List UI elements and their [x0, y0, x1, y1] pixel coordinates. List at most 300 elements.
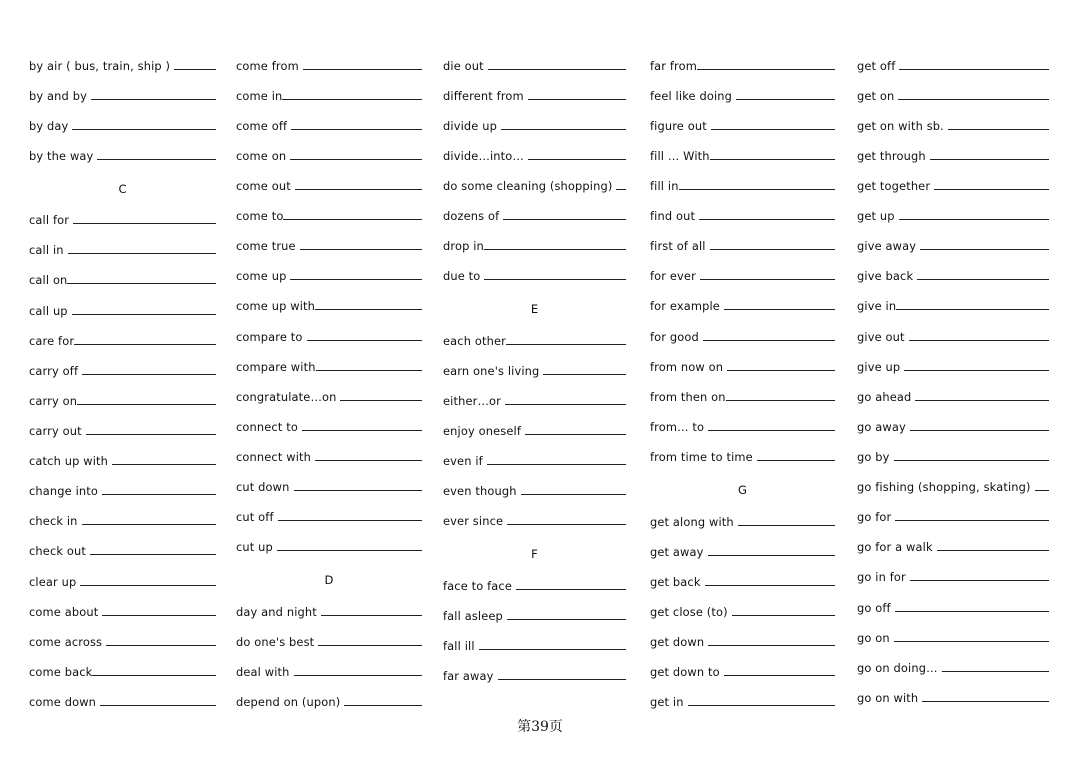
phrase-entry — [236, 209, 422, 223]
phrase-text: face to face — [443, 579, 512, 593]
phrase-text: go by — [857, 450, 890, 464]
phrase-text: for ever — [650, 269, 696, 283]
phrase-entry — [29, 394, 216, 408]
phrase-entry — [650, 239, 835, 253]
phrase-entry — [443, 59, 626, 73]
phrase-entry — [29, 334, 216, 348]
answer-blank-line — [91, 98, 216, 100]
phrase-text: divide…into… — [443, 149, 524, 163]
phrase-entry — [443, 484, 626, 498]
phrase-entry — [857, 661, 1049, 675]
phrase-text: enjoy oneself — [443, 424, 521, 438]
answer-blank-line — [174, 68, 216, 70]
phrase-entry — [650, 209, 835, 223]
phrase-text: depend on (upon) — [236, 695, 341, 709]
answer-blank-line — [724, 308, 835, 310]
phrase-entry — [236, 665, 422, 679]
phrase-entry — [29, 635, 216, 649]
phrase-entry — [650, 299, 835, 313]
phrase-entry — [236, 330, 422, 344]
phrase-entry — [857, 89, 1049, 103]
phrase-text: go for — [857, 510, 892, 524]
phrase-text: come in — [236, 89, 283, 103]
phrase-text: come back — [29, 665, 93, 679]
phrase-text: get in — [650, 695, 684, 709]
phrase-entry — [443, 609, 626, 623]
answer-blank-line — [307, 339, 422, 341]
answer-blank-line — [501, 128, 626, 130]
phrase-text: come across — [29, 635, 103, 649]
phrase-text: from now on — [650, 360, 724, 374]
phrase-text: come off — [236, 119, 288, 133]
page-number: 第39页 — [517, 719, 563, 735]
phrase-text: give out — [857, 330, 905, 344]
phrase-entry — [236, 269, 422, 283]
phrase-entry — [236, 179, 422, 193]
answer-blank-line — [697, 68, 835, 70]
phrase-text: deal with — [236, 665, 290, 679]
phrase-text: carry out — [29, 424, 82, 438]
phrase-text: give up — [857, 360, 901, 374]
phrase-entry — [236, 119, 422, 133]
answer-blank-line — [521, 493, 626, 495]
phrase-text: either…or — [443, 394, 501, 408]
phrase-text: cut off — [236, 510, 274, 524]
phrase-text: call on — [29, 273, 68, 287]
answer-blank-line — [894, 459, 1049, 461]
phrase-text: for example — [650, 299, 720, 313]
phrase-text: give back — [857, 269, 914, 283]
phrase-text: give away — [857, 239, 917, 253]
answer-blank-line — [710, 248, 835, 250]
phrase-text: go on with — [857, 691, 919, 705]
phrase-text: come up with — [236, 299, 315, 313]
phrase-text: go off — [857, 601, 891, 615]
phrase-entry — [857, 239, 1049, 253]
phrase-text: from time to time — [650, 450, 753, 464]
answer-blank-line — [922, 700, 1049, 702]
phrase-text: fill … With — [650, 149, 710, 163]
phrase-entry — [650, 179, 835, 193]
phrase-entry — [857, 450, 1049, 464]
phrase-text: get down — [650, 635, 705, 649]
phrase-text: call up — [29, 304, 68, 318]
phrase-entry — [650, 420, 835, 434]
phrase-entry — [29, 243, 216, 257]
answer-blank-line — [732, 614, 835, 616]
phrase-entry — [236, 695, 422, 709]
phrase-text: get along with — [650, 515, 734, 529]
phrase-entry — [857, 179, 1049, 193]
phrase-text: by air ( bus, train, ship ) — [29, 59, 171, 73]
phrase-text: go for a walk — [857, 540, 933, 554]
phrase-text: come out — [236, 179, 291, 193]
phrase-entry — [857, 420, 1049, 434]
phrase-text: fall asleep — [443, 609, 503, 623]
phrase-entry — [236, 390, 422, 404]
phrase-text: feel like doing — [650, 89, 733, 103]
phrase-entry — [650, 605, 835, 619]
answer-blank-line — [910, 579, 1049, 581]
answer-blank-line — [894, 640, 1049, 642]
phrase-text: get back — [650, 575, 701, 589]
phrase-entry — [29, 273, 216, 287]
phrase-entry — [650, 59, 835, 73]
answer-blank-line — [948, 128, 1049, 130]
phrase-entry — [650, 635, 835, 649]
answer-blank-line — [934, 188, 1049, 190]
phrase-entry — [236, 420, 422, 434]
answer-blank-line — [895, 610, 1049, 612]
answer-blank-line — [290, 158, 422, 160]
phrase-text: clear up — [29, 575, 77, 589]
answer-blank-line — [736, 98, 835, 100]
answer-blank-line — [487, 463, 626, 465]
answer-blank-line — [516, 588, 626, 590]
answer-blank-line — [909, 339, 1049, 341]
answer-blank-line — [904, 369, 1049, 371]
phrase-entry — [29, 605, 216, 619]
phrase-text: come about — [29, 605, 99, 619]
phrase-entry — [236, 239, 422, 253]
answer-blank-line — [82, 523, 216, 525]
answer-blank-line — [488, 68, 626, 70]
phrase-text: go ahead — [857, 390, 912, 404]
answer-blank-line — [708, 554, 835, 556]
answer-blank-line — [543, 373, 626, 375]
answer-blank-line — [344, 704, 422, 706]
phrase-text: each other — [443, 334, 506, 348]
answer-blank-line — [106, 644, 216, 646]
answer-blank-line — [507, 618, 626, 620]
phrase-text: give in — [857, 299, 897, 313]
phrase-entry — [29, 424, 216, 438]
answer-blank-line — [86, 433, 216, 435]
answer-blank-line — [302, 429, 422, 431]
phrase-text: come down — [29, 695, 97, 709]
phrase-text: divide up — [443, 119, 497, 133]
phrase-text: get off — [857, 59, 896, 73]
phrase-text: catch up with — [29, 454, 108, 468]
phrase-text: go in for — [857, 570, 906, 584]
phrase-text: check out — [29, 544, 86, 558]
phrase-entry — [443, 89, 626, 103]
answer-blank-line — [506, 343, 626, 345]
phrase-entry — [443, 364, 626, 378]
phrase-text: first of all — [650, 239, 706, 253]
phrase-text: connect with — [236, 450, 311, 464]
phrase-entry — [857, 510, 1049, 524]
phrase-entry — [236, 360, 422, 374]
phrase-text: get together — [857, 179, 931, 193]
phrase-text: get on — [857, 89, 895, 103]
answer-blank-line — [102, 493, 216, 495]
phrase-text: dozens of — [443, 209, 500, 223]
phrase-text: go on doing… — [857, 661, 938, 675]
answer-blank-line — [92, 674, 216, 676]
phrase-entry — [650, 330, 835, 344]
answer-blank-line — [942, 670, 1049, 672]
answer-blank-line — [528, 98, 626, 100]
phrase-entry — [857, 149, 1049, 163]
answer-blank-line — [295, 188, 422, 190]
answer-blank-line — [484, 278, 626, 280]
phrase-entry — [857, 390, 1049, 404]
answer-blank-line — [895, 519, 1049, 521]
phrase-text: different from — [443, 89, 524, 103]
phrase-text: go on — [857, 631, 890, 645]
answer-blank-line — [917, 278, 1049, 280]
phrase-entry — [29, 59, 216, 73]
phrase-text: come true — [236, 239, 296, 253]
phrase-entry — [650, 515, 835, 529]
answer-blank-line — [724, 674, 835, 676]
answer-blank-line — [708, 644, 835, 646]
answer-blank-line — [899, 68, 1049, 70]
answer-blank-line — [294, 674, 422, 676]
phrase-text: by day — [29, 119, 69, 133]
phrase-text: get away — [650, 545, 704, 559]
phrase-text: figure out — [650, 119, 707, 133]
phrase-text: come up — [236, 269, 287, 283]
phrase-entry — [443, 454, 626, 468]
phrase-entry — [650, 269, 835, 283]
phrase-entry — [29, 665, 216, 679]
phrase-entry — [236, 299, 422, 313]
phrase-entry — [236, 480, 422, 494]
answer-blank-line — [82, 373, 216, 375]
answer-blank-line — [318, 644, 422, 646]
phrase-entry — [857, 330, 1049, 344]
phrase-text: get up — [857, 209, 895, 223]
phrase-text: earn one's living — [443, 364, 540, 378]
answer-blank-line — [321, 614, 422, 616]
answer-blank-line — [896, 308, 1049, 310]
answer-blank-line — [679, 188, 835, 190]
answer-blank-line — [90, 553, 216, 555]
phrase-text: from then on — [650, 390, 726, 404]
phrase-entry — [650, 450, 835, 464]
answer-blank-line — [528, 158, 626, 160]
answer-blank-line — [708, 429, 835, 431]
answer-blank-line — [710, 158, 835, 160]
phrase-text: cut up — [236, 540, 273, 554]
answer-blank-line — [102, 614, 216, 616]
phrase-entry — [236, 635, 422, 649]
phrase-text: go away — [857, 420, 906, 434]
phrase-text: call for — [29, 213, 70, 227]
phrase-entry — [857, 299, 1049, 313]
phrase-entry — [443, 209, 626, 223]
phrase-entry — [443, 239, 626, 253]
phrase-entry — [650, 665, 835, 679]
phrase-entry — [29, 364, 216, 378]
phrase-text: call in — [29, 243, 64, 257]
phrase-entry — [236, 149, 422, 163]
answer-blank-line — [505, 403, 626, 405]
answer-blank-line — [80, 584, 216, 586]
answer-blank-line — [915, 399, 1049, 401]
phrase-text: do some cleaning (shopping) — [443, 179, 613, 193]
answer-blank-line — [899, 218, 1049, 220]
answer-blank-line — [920, 248, 1049, 250]
phrase-entry — [650, 89, 835, 103]
phrase-entry — [443, 149, 626, 163]
answer-blank-line — [1035, 489, 1049, 491]
phrase-entry — [236, 89, 422, 103]
answer-blank-line — [67, 282, 216, 284]
phrase-entry — [857, 570, 1049, 584]
phrase-entry — [650, 119, 835, 133]
answer-blank-line — [507, 523, 626, 525]
answer-blank-line — [100, 704, 216, 706]
answer-blank-line — [898, 98, 1049, 100]
phrase-entry — [857, 209, 1049, 223]
answer-blank-line — [703, 339, 835, 341]
phrase-entry — [857, 119, 1049, 133]
answer-blank-line — [315, 459, 422, 461]
phrase-entry — [443, 579, 626, 593]
answer-blank-line — [340, 399, 422, 401]
phrase-entry — [29, 484, 216, 498]
answer-blank-line — [68, 252, 216, 254]
phrase-entry — [29, 119, 216, 133]
answer-blank-line — [727, 369, 835, 371]
phrase-text: change into — [29, 484, 99, 498]
phrase-text: from… to — [650, 420, 705, 434]
answer-blank-line — [277, 549, 422, 551]
section-letter-heading: C — [118, 182, 127, 196]
phrase-entry — [857, 59, 1049, 73]
phrase-entry — [443, 179, 626, 193]
phrase-entry — [650, 390, 835, 404]
phrase-text: far away — [443, 669, 494, 683]
answer-blank-line — [479, 648, 626, 650]
phrase-entry — [443, 119, 626, 133]
phrase-entry — [29, 304, 216, 318]
answer-blank-line — [503, 218, 626, 220]
phrase-entry — [857, 480, 1049, 494]
answer-blank-line — [291, 128, 422, 130]
phrase-entry — [857, 360, 1049, 374]
phrase-text: drop in — [443, 239, 484, 253]
phrase-text: congratulate…on — [236, 390, 337, 404]
phrase-entry — [443, 639, 626, 653]
phrase-entry — [443, 269, 626, 283]
phrase-entry — [29, 544, 216, 558]
answer-blank-line — [705, 584, 835, 586]
phrase-text: due to — [443, 269, 481, 283]
answer-blank-line — [74, 343, 216, 345]
answer-blank-line — [699, 218, 835, 220]
phrase-entry — [29, 575, 216, 589]
phrase-entry — [857, 691, 1049, 705]
answer-blank-line — [616, 188, 626, 190]
section-letter-heading: D — [324, 573, 334, 587]
answer-blank-line — [300, 248, 422, 250]
answer-blank-line — [72, 313, 216, 315]
answer-blank-line — [73, 222, 216, 224]
answer-blank-line — [484, 248, 626, 250]
phrase-entry — [29, 89, 216, 103]
phrase-entry — [236, 605, 422, 619]
phrase-text: even if — [443, 454, 483, 468]
answer-blank-line — [930, 158, 1049, 160]
section-letter-heading: G — [738, 483, 747, 497]
phrase-entry — [857, 269, 1049, 283]
phrase-entry — [443, 394, 626, 408]
phrase-entry — [650, 545, 835, 559]
phrase-entry — [236, 59, 422, 73]
answer-blank-line — [283, 218, 422, 220]
phrase-text: far from — [650, 59, 698, 73]
answer-blank-line — [282, 98, 422, 100]
phrase-text: carry on — [29, 394, 78, 408]
phrase-text: cut down — [236, 480, 290, 494]
phrase-entry — [443, 334, 626, 348]
phrase-text: die out — [443, 59, 484, 73]
phrase-entry — [650, 360, 835, 374]
phrase-entry — [857, 601, 1049, 615]
phrase-text: get down to — [650, 665, 720, 679]
phrase-text: do one's best — [236, 635, 315, 649]
phrase-entry — [29, 454, 216, 468]
phrase-entry — [443, 514, 626, 528]
answer-blank-line — [303, 68, 422, 70]
phrase-entry — [443, 669, 626, 683]
phrase-text: by the way — [29, 149, 94, 163]
phrase-entry — [29, 514, 216, 528]
phrase-text: find out — [650, 209, 696, 223]
answer-blank-line — [112, 463, 216, 465]
phrase-text: come from — [236, 59, 299, 73]
answer-blank-line — [294, 489, 422, 491]
answer-blank-line — [77, 403, 216, 405]
phrase-entry — [236, 510, 422, 524]
phrase-text: get close (to) — [650, 605, 728, 619]
phrase-entry — [443, 424, 626, 438]
phrase-text: get through — [857, 149, 926, 163]
answer-blank-line — [726, 399, 835, 401]
phrase-text: compare to — [236, 330, 303, 344]
phrase-entry — [29, 149, 216, 163]
answer-blank-line — [316, 369, 422, 371]
phrase-entry — [29, 213, 216, 227]
phrase-text: come on — [236, 149, 287, 163]
answer-blank-line — [910, 429, 1049, 431]
phrase-text: day and night — [236, 605, 317, 619]
answer-blank-line — [290, 278, 422, 280]
phrase-entry — [236, 540, 422, 554]
phrase-entry — [650, 575, 835, 589]
phrase-entry — [857, 631, 1049, 645]
phrase-text: care for — [29, 334, 75, 348]
answer-blank-line — [97, 158, 216, 160]
answer-blank-line — [738, 524, 835, 526]
phrase-text: come to — [236, 209, 284, 223]
phrase-text: check in — [29, 514, 78, 528]
answer-blank-line — [525, 433, 626, 435]
phrase-text: even though — [443, 484, 517, 498]
answer-blank-line — [278, 519, 422, 521]
phrase-text: for good — [650, 330, 699, 344]
answer-blank-line — [72, 128, 216, 130]
answer-blank-line — [315, 308, 422, 310]
phrase-text: get on with sb. — [857, 119, 944, 133]
answer-blank-line — [711, 128, 835, 130]
phrase-entry — [236, 450, 422, 464]
phrase-text: ever since — [443, 514, 504, 528]
